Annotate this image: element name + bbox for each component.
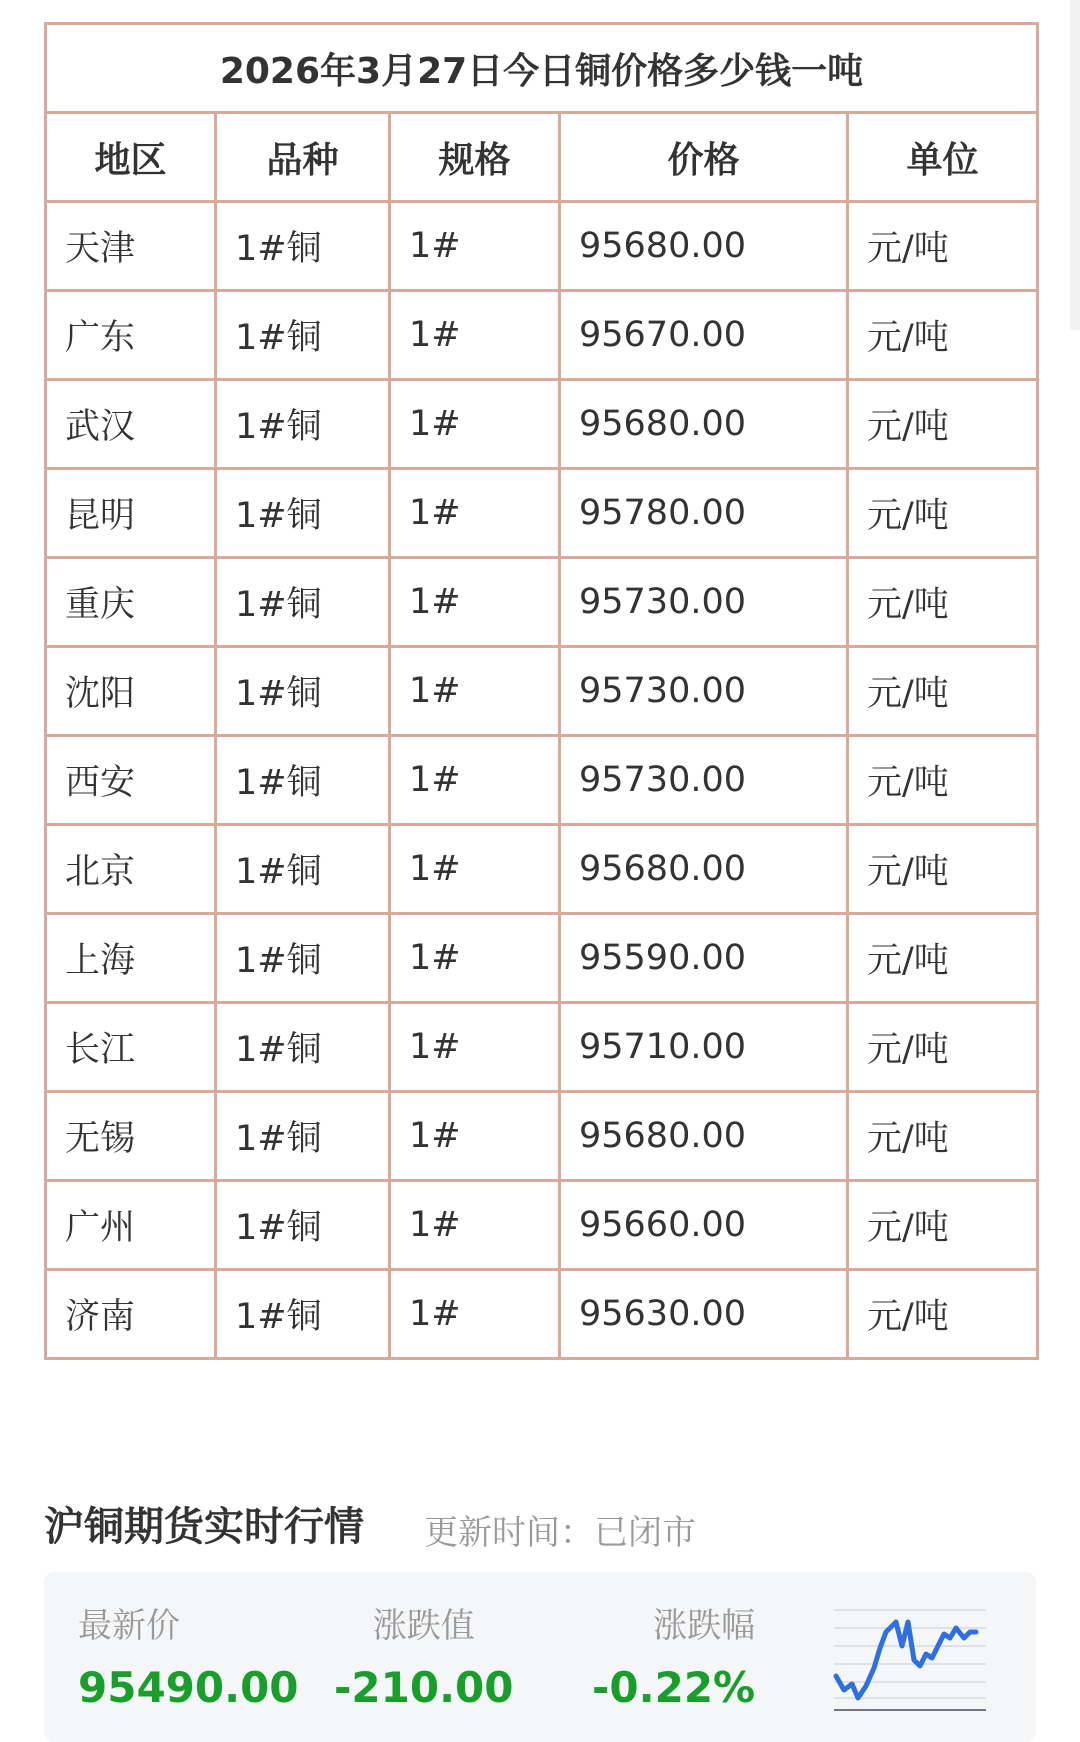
table-row (46, 647, 1038, 736)
table-header-row (46, 113, 1038, 202)
cell-spec: 1# (390, 202, 560, 291)
table-row (46, 1181, 1038, 1270)
cell-unit: 元/吨 (848, 825, 1038, 914)
cell-spec: 1# (390, 380, 560, 469)
table-row (46, 736, 1038, 825)
cell-variety: 1#铜 (216, 1003, 390, 1092)
cell-variety: 1#铜 (216, 736, 390, 825)
cell-price: 95680.00 (560, 825, 848, 914)
update-time-label: 更新时间：已闭市 (424, 1513, 696, 1553)
cell-region: 天津 (46, 202, 216, 291)
column-header-price: 价格 (560, 113, 848, 202)
table-row (46, 469, 1038, 558)
column-header-variety: 品种 (216, 113, 390, 202)
change-value-label: 涨跌值 (372, 1606, 475, 1646)
table-row (46, 1092, 1038, 1181)
table-title: 2026年3月27日今日铜价格多少钱一吨 (46, 24, 1038, 113)
cell-spec: 1# (390, 736, 560, 825)
cell-variety: 1#铜 (216, 825, 390, 914)
cell-unit: 元/吨 (848, 1092, 1038, 1181)
cell-spec: 1# (390, 1181, 560, 1270)
column-header-spec: 规格 (390, 113, 560, 202)
cell-region: 广东 (46, 291, 216, 380)
cell-region: 济南 (46, 1270, 216, 1359)
cell-region: 重庆 (46, 558, 216, 647)
cell-unit: 元/吨 (848, 1003, 1038, 1092)
cell-region: 昆明 (46, 469, 216, 558)
cell-price: 95680.00 (560, 380, 848, 469)
cell-spec: 1# (390, 469, 560, 558)
cell-region: 广州 (46, 1181, 216, 1270)
change-percent-stat (592, 1598, 755, 1712)
copper-price-table (44, 22, 1039, 1360)
cell-unit: 元/吨 (848, 291, 1038, 380)
cell-spec: 1# (390, 1270, 560, 1359)
change-value: -210.00 (334, 1663, 514, 1712)
cell-variety: 1#铜 (216, 558, 390, 647)
table-body (46, 202, 1038, 1359)
table-row (46, 914, 1038, 1003)
cell-variety: 1#铜 (216, 291, 390, 380)
cell-price: 95780.00 (560, 469, 848, 558)
table-title-row (46, 24, 1038, 113)
cell-unit: 元/吨 (848, 469, 1038, 558)
cell-region: 北京 (46, 825, 216, 914)
cell-price: 95680.00 (560, 202, 848, 291)
cell-variety: 1#铜 (216, 1181, 390, 1270)
cell-spec: 1# (390, 914, 560, 1003)
cell-spec: 1# (390, 558, 560, 647)
column-header-region: 地区 (46, 113, 216, 202)
table-row (46, 558, 1038, 647)
table-row (46, 380, 1038, 469)
change-value-stat (334, 1598, 514, 1712)
cell-region: 沈阳 (46, 647, 216, 736)
column-header-unit: 单位 (848, 113, 1038, 202)
cell-variety: 1#铜 (216, 380, 390, 469)
futures-section-title: 沪铜期货实时行情 (44, 1504, 364, 1550)
cell-region: 上海 (46, 914, 216, 1003)
cell-price: 95710.00 (560, 1003, 848, 1092)
cell-region: 西安 (46, 736, 216, 825)
cell-unit: 元/吨 (848, 1270, 1038, 1359)
cell-unit: 元/吨 (848, 202, 1038, 291)
cell-unit: 元/吨 (848, 380, 1038, 469)
cell-price: 95680.00 (560, 1092, 848, 1181)
latest-price-stat (78, 1598, 299, 1712)
change-percent-label: 涨跌幅 (653, 1606, 756, 1646)
cell-unit: 元/吨 (848, 647, 1038, 736)
cell-price: 95660.00 (560, 1181, 848, 1270)
cell-spec: 1# (390, 1003, 560, 1092)
scrollbar-track[interactable] (1070, 0, 1080, 330)
table-row (46, 1270, 1038, 1359)
cell-price: 95670.00 (560, 291, 848, 380)
cell-spec: 1# (390, 825, 560, 914)
cell-region: 长江 (46, 1003, 216, 1092)
cell-region: 武汉 (46, 380, 216, 469)
cell-price: 95630.00 (560, 1270, 848, 1359)
cell-unit: 元/吨 (848, 558, 1038, 647)
cell-price: 95730.00 (560, 558, 848, 647)
cell-variety: 1#铜 (216, 1092, 390, 1181)
cell-variety: 1#铜 (216, 202, 390, 291)
table-row (46, 1003, 1038, 1092)
cell-unit: 元/吨 (848, 736, 1038, 825)
table-row (46, 825, 1038, 914)
cell-variety: 1#铜 (216, 469, 390, 558)
cell-price: 95730.00 (560, 736, 848, 825)
cell-variety: 1#铜 (216, 1270, 390, 1359)
cell-spec: 1# (390, 647, 560, 736)
cell-price: 95730.00 (560, 647, 848, 736)
cell-price: 95590.00 (560, 914, 848, 1003)
cell-region: 无锡 (46, 1092, 216, 1181)
latest-price-value: 95490.00 (78, 1663, 299, 1712)
cell-variety: 1#铜 (216, 647, 390, 736)
futures-quote-panel[interactable] (44, 1572, 1036, 1742)
sparkline-trend (836, 1622, 976, 1698)
cell-variety: 1#铜 (216, 914, 390, 1003)
table-row (46, 291, 1038, 380)
cell-spec: 1# (390, 1092, 560, 1181)
cell-unit: 元/吨 (848, 914, 1038, 1003)
trend-line-chart-icon[interactable] (830, 1598, 990, 1718)
table-row (46, 202, 1038, 291)
change-percent-value: -0.22% (592, 1663, 756, 1712)
latest-price-label: 最新价 (78, 1606, 180, 1646)
cell-unit: 元/吨 (848, 1181, 1038, 1270)
cell-spec: 1# (390, 291, 560, 380)
